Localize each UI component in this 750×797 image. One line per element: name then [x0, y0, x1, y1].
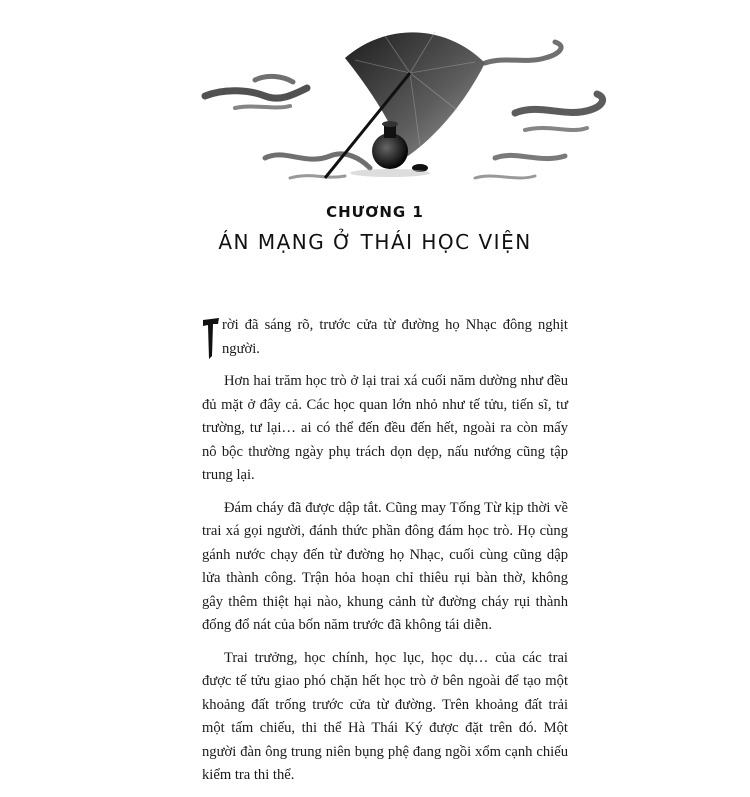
- chapter-body: [202, 314, 568, 797]
- umbrella-wine-jar-illustration: [195, 18, 615, 188]
- paragraph-2-text: Hơn hai trăm học trò ở lại trai xá cuối năm dường như đều đủ mặt ở đây cả. Các học quan lớn nhỏ như tế tửu, tiến sĩ, tư trường, tư lại… ai có thể đến đều đến hết, ngoài ra còn mấy nô bộc thường ngày phụ trách dọn dẹp, nấu nướng cũng tập trung lại.: [202, 373, 568, 483]
- paragraph-1-text: rời đã sáng rõ, trước cửa từ đường họ Nhạc đông nghịt người.: [222, 317, 568, 357]
- paragraph-2: [202, 370, 568, 488]
- chapter-title: ÁN MẠNG Ở THÁI HỌC VIỆN: [218, 230, 532, 254]
- cloud-swirl-right: [475, 42, 603, 178]
- paragraph-3-text: Đám cháy đã được dập tắt. Cũng may Tống Từ kịp thời về trai xá gọi người, đánh thức phần đông đám học trò. Họ cùng gánh nước chạy đến từ đường họ Nhạc, cuối cùng cũng dập lửa thành công. Trận hỏa hoạn chỉ thiêu rụi bàn thờ, không gây thêm thiệt hại nào, khung cảnh từ đường cháy rụi thành đống đổ nát của bốn năm trước đã không tái diễn.: [202, 499, 568, 633]
- chapter-number: CHƯƠNG 1: [326, 203, 424, 221]
- paragraph-4-text: Trai trưởng, học chính, học lục, học dụ… của các trai được tế tửu giao phó chặn hết học trò ở bên ngoài để tạo một khoảng đất trống trước cửa từ đường. Trên khoảng đất trải một tấm chiếu, thi thể Hà Thái Ký được đặt trên đó. Một người đàn ông trung niên bụng phệ đang ngồi xổm cạnh chiếu kiểm tra thi thể.: [202, 649, 568, 783]
- drop-cap-icon: [202, 316, 220, 360]
- paragraph-4: [202, 647, 568, 788]
- cloud-swirl-left: [205, 76, 370, 178]
- paragraph-3: [202, 497, 568, 638]
- illustration-svg: [195, 18, 615, 188]
- paragraph-1: [202, 314, 568, 361]
